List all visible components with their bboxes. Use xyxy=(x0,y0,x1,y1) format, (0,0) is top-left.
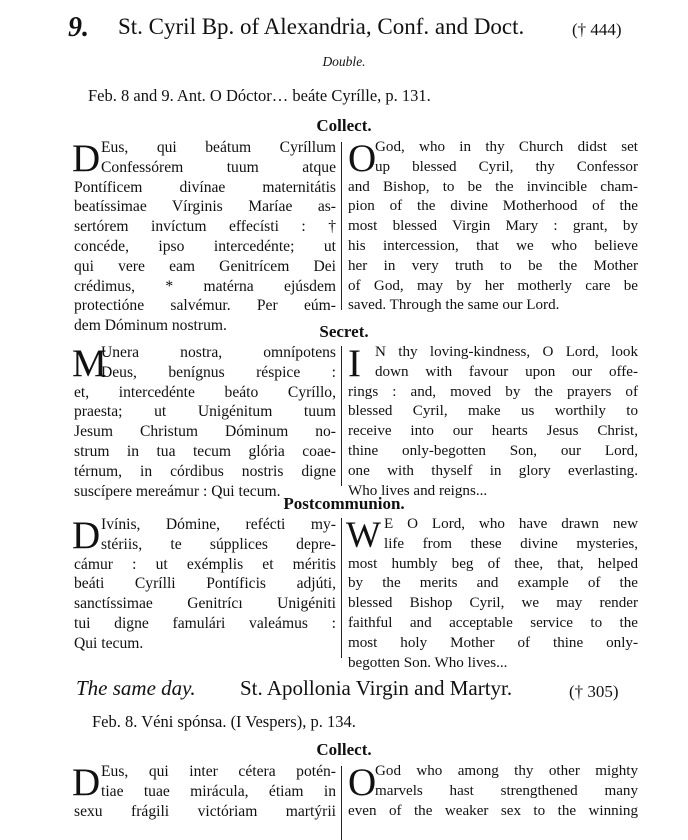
drop-cap: W xyxy=(346,515,381,556)
text-line: rings : and, moved by the prayers of xyxy=(348,383,638,400)
text-line: térnum, in córdibus nostris digne xyxy=(74,462,336,480)
text-line: most blessed Virgin Mary : grant, by xyxy=(348,218,638,235)
text-line: N thy loving-kindness, O Lord, look xyxy=(375,344,638,360)
drop-cap: D xyxy=(72,137,101,180)
text-line: protectióne salvémur. Per eúm- xyxy=(74,297,336,315)
next-antiphon-reference: Feb. 8. Véni spónsa. (I Vespers), p. 134. xyxy=(92,712,356,731)
column-divider xyxy=(341,346,342,486)
text-line: pion of the divine Motherhood of the xyxy=(348,198,638,215)
text-line: Who lives and reigns... xyxy=(348,482,488,499)
column-divider xyxy=(341,766,342,840)
text-line: by the merits and example of the xyxy=(348,575,638,592)
antiphon-reference: Feb. 8 and 9. Ant. O Dóctor… beáte Cyrílle, p. 131. xyxy=(88,86,431,105)
text-line: sertórem invíctum effecísti : † xyxy=(74,218,336,236)
text-line: even of the weaker sex to the winning xyxy=(348,802,638,819)
next-feast-day-label: The same day. xyxy=(76,676,196,700)
postcommunion-latin xyxy=(74,515,336,654)
text-line: Eus, qui inter cétera potén- xyxy=(101,763,336,780)
column-divider xyxy=(341,518,342,658)
collect-english xyxy=(348,138,638,316)
drop-cap: O xyxy=(348,761,377,804)
text-line: Ivínis, Dómine, refécti my- xyxy=(101,516,336,533)
secret-latin xyxy=(74,343,336,501)
text-line: tiae tuae mirácula, étiam in xyxy=(101,782,336,800)
text-line: faithful and acceptable service to the xyxy=(348,614,638,631)
text-line: concéde, ipso intercedénte; ut xyxy=(74,237,336,255)
text-line: Eus, qui beátum Cyríllum xyxy=(101,139,336,156)
text-line: strum in tua tecum glória coae- xyxy=(74,442,336,460)
text-line: beatíssimae Vírginis Maríae as- xyxy=(74,198,336,216)
text-line: his intercession, that we who believe xyxy=(348,237,638,254)
postcommunion-english xyxy=(348,515,638,673)
text-line: Pontíficem divínae maternitátis xyxy=(74,178,336,196)
next-feast-name: St. Apollonia Virgin and Martyr. xyxy=(240,676,513,700)
text-line: blessed Bishop Cyril, we may render xyxy=(348,595,638,612)
text-line: Qui tecum. xyxy=(74,634,144,652)
text-line: cámur : ut exémplis et méritis xyxy=(74,555,336,573)
text-line: sanctíssimae Genitrícı Unigéniti xyxy=(74,595,336,613)
text-line: God, who in thy Church didst set xyxy=(375,139,638,155)
next-collect-latin xyxy=(74,762,336,821)
text-line: marvels hast strengthened many xyxy=(375,782,638,799)
column-divider xyxy=(341,142,342,310)
text-line: up blessed Cyril, thy Confessor xyxy=(375,158,638,175)
text-line: tui digne famulári valeámus : xyxy=(74,614,336,632)
text-line: thine only-begotten Son, our Lord, xyxy=(348,442,638,459)
collect-heading: Collect. xyxy=(316,116,372,135)
next-feast-title xyxy=(76,676,513,701)
text-line: most holy Mother of thine only- xyxy=(348,634,638,651)
text-line: begotten Son. Who lives... xyxy=(348,654,508,671)
secret-english xyxy=(348,343,638,501)
text-line: suscípere mereámur : Qui tecum. xyxy=(74,482,281,500)
text-line: praesta; ut Unigénitum tuum xyxy=(74,403,336,421)
text-line: E O Lord, who have drawn new xyxy=(384,516,638,532)
feast-name: St. Cyril Bp. of Alexandria, Conf. and Doct. xyxy=(118,14,525,39)
text-line: and Bishop, to be the invincible cham- xyxy=(348,178,638,195)
text-line: beáti Cyrílli Pontíficis adjúti, xyxy=(74,575,336,593)
text-line: Confessórem tuum atque xyxy=(101,158,336,176)
drop-cap: M xyxy=(72,342,107,385)
text-line: receive into our hearts Jesus Christ, xyxy=(348,423,638,440)
drop-cap: O xyxy=(348,137,377,180)
drop-cap: D xyxy=(72,761,101,804)
feast-number: 9. xyxy=(68,12,89,43)
secret-heading: Secret. xyxy=(319,322,369,341)
collect-latin xyxy=(74,138,336,336)
text-line: dem Dóminum nostrum. xyxy=(74,317,227,335)
feast-obit: († 444) xyxy=(572,20,622,39)
text-line: God who among thy other mighty xyxy=(375,763,638,779)
next-feast-obit: († 305) xyxy=(569,682,619,701)
feast-rank: Double. xyxy=(322,54,366,69)
text-line: sexu frágili victóriam martýrii xyxy=(74,802,336,820)
next-collect-english xyxy=(348,762,638,821)
drop-cap: D xyxy=(72,514,101,557)
text-line: Jesum Christum Dóminum no- xyxy=(74,423,336,441)
text-line: life from these divine mysteries, xyxy=(384,535,638,552)
text-line: her in very truth to be the Mother xyxy=(348,257,638,274)
next-collect-heading: Collect. xyxy=(316,740,372,759)
text-line: most humbly beg of thee, that, helped xyxy=(348,555,638,572)
text-line: qui vere eam Genitrícem Dei xyxy=(74,257,336,275)
text-line: down with favour upon our offe- xyxy=(375,363,638,380)
text-line: stériis, te súpplices depre- xyxy=(101,535,336,553)
text-line: one with thyself in glory everlasting. xyxy=(348,462,638,479)
text-line: of God, may by her motherly care be xyxy=(348,277,638,294)
text-line: Unera nostra, omnípotens xyxy=(101,344,336,361)
drop-cap: I xyxy=(348,342,361,385)
text-line: crédimus, * matérna ejúsdem xyxy=(74,277,336,295)
text-line: et, intercedénte beáto Cyríllo, xyxy=(74,383,336,401)
text-line: saved. Through the same our Lord. xyxy=(348,297,560,314)
text-line: Deus, benígnus réspice : xyxy=(101,363,336,381)
postcommunion-heading: Postcommunion. xyxy=(283,494,405,513)
text-line: blessed Cyril, make us worthily to xyxy=(348,403,638,420)
